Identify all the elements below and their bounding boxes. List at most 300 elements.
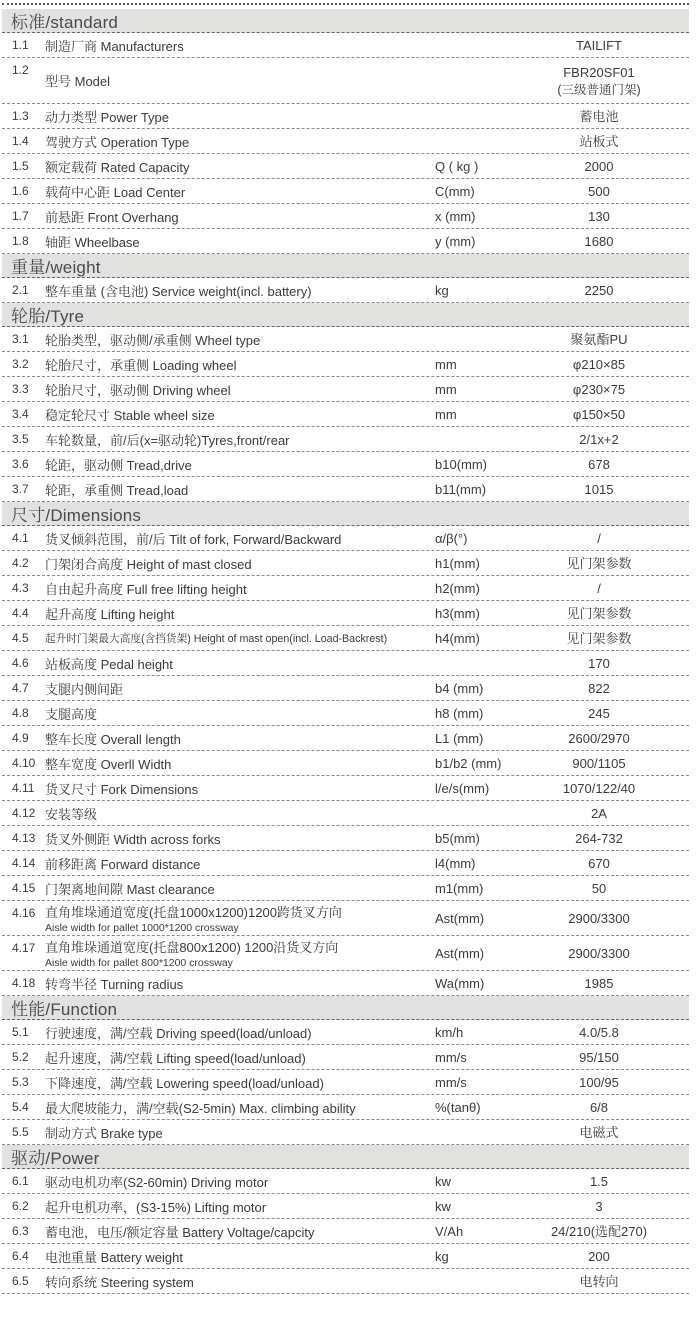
row-label-group bbox=[45, 1048, 435, 1067]
row-value: 1985 bbox=[584, 975, 614, 991]
row-label-group bbox=[45, 1123, 435, 1142]
row-number: 3.7 bbox=[12, 482, 29, 496]
spec-row bbox=[2, 33, 689, 58]
row-value-group bbox=[535, 1075, 689, 1092]
spec-row bbox=[2, 179, 689, 204]
row-value-group bbox=[535, 38, 689, 55]
row-label-group bbox=[45, 704, 435, 723]
row-number: 4.15 bbox=[12, 881, 36, 895]
row-unit: h4(mm) bbox=[435, 630, 480, 646]
row-number: 4.12 bbox=[12, 806, 36, 820]
row-number: 4.17 bbox=[12, 941, 36, 955]
row-label-group bbox=[45, 1073, 435, 1092]
row-unit: km/h bbox=[435, 1024, 464, 1040]
row-unit: b5(mm) bbox=[435, 830, 480, 846]
section-header bbox=[2, 303, 689, 327]
spec-row bbox=[2, 936, 689, 971]
row-label-group bbox=[45, 579, 435, 598]
row-value-group bbox=[535, 881, 689, 898]
row-label-group bbox=[45, 480, 435, 499]
row-number: 4.4 bbox=[12, 606, 29, 620]
row-label: 电池重量 Battery weight bbox=[45, 1249, 183, 1265]
row-label: 整车长度 Overall length bbox=[45, 731, 181, 747]
row-value: 聚氨酯PU bbox=[570, 331, 628, 347]
row-value-group bbox=[535, 856, 689, 873]
row-value-group bbox=[535, 1025, 689, 1042]
row-value: 1070/122/40 bbox=[562, 780, 636, 796]
row-value-group bbox=[535, 706, 689, 723]
row-number: 5.2 bbox=[12, 1050, 29, 1064]
row-number: 1.1 bbox=[12, 38, 29, 52]
row-unit: y (mm) bbox=[435, 233, 476, 249]
row-unit: l/e/s(mm) bbox=[435, 780, 490, 796]
section-header bbox=[2, 996, 689, 1020]
row-label-group bbox=[45, 455, 435, 474]
row-label: 支腿内侧间距 bbox=[45, 681, 124, 697]
row-unit: Q ( kg ) bbox=[435, 158, 479, 174]
row-unit: b10(mm) bbox=[435, 456, 488, 472]
row-label: 转弯半径 Turning radius bbox=[45, 976, 184, 992]
spec-table bbox=[2, 9, 689, 1294]
row-value-group bbox=[535, 1199, 689, 1216]
row-value: 2A bbox=[591, 805, 607, 821]
spec-row bbox=[2, 1120, 689, 1145]
row-unit: h8 (mm) bbox=[435, 705, 484, 721]
row-label-group bbox=[45, 879, 435, 898]
spec-row bbox=[2, 427, 689, 452]
row-value: 822 bbox=[588, 680, 610, 696]
row-value: 170 bbox=[588, 655, 610, 671]
row-value: 95/150 bbox=[579, 1049, 619, 1065]
row-value-group bbox=[535, 209, 689, 226]
row-value: 1680 bbox=[584, 233, 614, 249]
row-value: 见门架参数 bbox=[566, 555, 632, 571]
row-value: 站板式 bbox=[579, 133, 619, 149]
row-unit: mm bbox=[435, 406, 457, 422]
row-value: 见门架参数 bbox=[566, 630, 632, 646]
row-number: 4.11 bbox=[12, 781, 35, 795]
row-value-group bbox=[535, 946, 689, 963]
row-label-group bbox=[45, 779, 435, 798]
spec-row bbox=[2, 1070, 689, 1095]
row-unit: C(mm) bbox=[435, 183, 475, 199]
row-value: 电转向 bbox=[579, 1273, 619, 1289]
row-value-group bbox=[535, 482, 689, 499]
row-value: / bbox=[597, 580, 601, 596]
row-sublabel: Aisle width for pallet 800*1200 crossway bbox=[45, 957, 233, 969]
row-value: FBR20SF01 bbox=[563, 64, 635, 80]
row-unit: kg bbox=[435, 282, 449, 298]
row-label-group bbox=[45, 71, 435, 90]
row-value-group bbox=[535, 606, 689, 623]
row-number: 4.8 bbox=[12, 706, 29, 720]
section-title: 驱动/Power bbox=[11, 1149, 100, 1168]
row-value: 200 bbox=[588, 1248, 610, 1264]
spec-row bbox=[2, 626, 689, 651]
spec-row bbox=[2, 1095, 689, 1120]
row-label-group bbox=[45, 679, 435, 698]
row-unit: Ast(mm) bbox=[435, 910, 485, 926]
row-number: 4.2 bbox=[12, 556, 29, 570]
row-value-group bbox=[535, 357, 689, 374]
row-label-group bbox=[45, 937, 435, 969]
row-label-group bbox=[45, 1222, 435, 1241]
row-label: 轮胎类型，驱动侧/承重侧 Wheel type bbox=[45, 332, 261, 348]
row-value-group bbox=[535, 1224, 689, 1241]
row-value-group bbox=[535, 656, 689, 673]
row-value: 2600/2970 bbox=[568, 730, 630, 746]
row-label-group bbox=[45, 630, 435, 646]
row-value: 2250 bbox=[584, 282, 614, 298]
spec-row bbox=[2, 551, 689, 576]
row-label: 稳定轮尺寸 Stable wheel size bbox=[45, 407, 215, 423]
row-value: / bbox=[597, 530, 601, 546]
section-header bbox=[2, 1145, 689, 1169]
row-label: 蓄电池，电压/额定容量 Battery Voltage/capcity bbox=[45, 1224, 315, 1240]
row-value-group bbox=[535, 556, 689, 573]
spec-row bbox=[2, 452, 689, 477]
row-label: 门架闭合高度 Height of mast closed bbox=[45, 556, 252, 572]
spec-row bbox=[2, 971, 689, 996]
row-value-group bbox=[535, 184, 689, 201]
row-label-group bbox=[45, 182, 435, 201]
row-label-group bbox=[45, 1197, 435, 1216]
row-label: 车轮数量，前/后(x=驱动轮)Tyres,front/rear bbox=[45, 432, 290, 448]
row-number: 6.5 bbox=[12, 1274, 29, 1288]
row-unit: b1/b2 (mm) bbox=[435, 755, 502, 771]
row-value: 电磁式 bbox=[579, 1124, 619, 1140]
row-label: 门架离地间隙 Mast clearance bbox=[45, 881, 215, 897]
row-number: 1.8 bbox=[12, 234, 29, 248]
row-value-group bbox=[535, 382, 689, 399]
row-value-group bbox=[535, 457, 689, 474]
row-number: 4.14 bbox=[12, 856, 36, 870]
row-value-group bbox=[535, 1174, 689, 1191]
spec-row bbox=[2, 826, 689, 851]
spec-row bbox=[2, 701, 689, 726]
row-unit: h2(mm) bbox=[435, 580, 480, 596]
row-label-group bbox=[45, 157, 435, 176]
row-label-group bbox=[45, 1247, 435, 1266]
spec-row bbox=[2, 776, 689, 801]
row-label: 动力类型 Power Type bbox=[45, 109, 170, 125]
spec-row bbox=[2, 1169, 689, 1194]
row-value-group bbox=[535, 159, 689, 176]
row-unit: kw bbox=[435, 1198, 451, 1214]
row-label: 货叉外侧距 Width across forks bbox=[45, 831, 221, 847]
row-label-group bbox=[45, 854, 435, 873]
spec-row bbox=[2, 1045, 689, 1070]
row-label: 前悬距 Front Overhang bbox=[45, 209, 179, 225]
spec-row bbox=[2, 402, 689, 427]
spec-row bbox=[2, 526, 689, 551]
row-unit: V/Ah bbox=[435, 1223, 464, 1239]
row-label-group bbox=[45, 529, 435, 548]
row-unit: x (mm) bbox=[435, 208, 476, 224]
row-unit: mm/s bbox=[435, 1049, 467, 1065]
row-label-group bbox=[45, 1023, 435, 1042]
row-number: 1.2 bbox=[12, 63, 29, 77]
row-number: 4.9 bbox=[12, 731, 29, 745]
row-label: 轮距，承重侧 Tread,load bbox=[45, 482, 189, 498]
row-label: 轴距 Wheelbase bbox=[45, 234, 140, 250]
row-unit: b11(mm) bbox=[435, 481, 487, 497]
spec-row bbox=[2, 1020, 689, 1045]
row-value-group bbox=[535, 531, 689, 548]
row-unit: mm bbox=[435, 381, 457, 397]
row-value: 100/95 bbox=[579, 1074, 619, 1090]
row-label-group bbox=[45, 1172, 435, 1191]
row-value: 130 bbox=[588, 208, 610, 224]
spec-row bbox=[2, 58, 689, 104]
spec-row bbox=[2, 278, 689, 303]
spec-row bbox=[2, 327, 689, 352]
row-value: 1.5 bbox=[589, 1173, 609, 1189]
row-value: φ230×75 bbox=[572, 381, 626, 397]
row-value-group bbox=[535, 1100, 689, 1117]
row-unit: kw bbox=[435, 1173, 451, 1189]
row-label-group bbox=[45, 1098, 435, 1117]
row-label-group bbox=[45, 729, 435, 748]
row-label: 轮胎尺寸，承重侧 Loading wheel bbox=[45, 357, 237, 373]
row-value-group bbox=[535, 1050, 689, 1067]
row-value-group bbox=[535, 65, 689, 98]
row-number: 1.7 bbox=[12, 209, 29, 223]
row-number: 6.2 bbox=[12, 1199, 29, 1213]
row-label-group bbox=[45, 829, 435, 848]
row-unit: Ast(mm) bbox=[435, 945, 485, 961]
spec-row bbox=[2, 726, 689, 751]
spec-row bbox=[2, 801, 689, 826]
row-label-group bbox=[45, 430, 435, 449]
row-label: 货叉尺寸 Fork Dimensions bbox=[45, 781, 199, 797]
row-number: 6.3 bbox=[12, 1224, 29, 1238]
row-label: 下降速度，满/空载 Lowering speed(load/unload) bbox=[45, 1075, 324, 1091]
row-sublabel: Aisle width for pallet 1000*1200 crossway bbox=[45, 922, 239, 934]
row-value: 2/1x+2 bbox=[579, 431, 619, 447]
row-value: 2900/3300 bbox=[568, 910, 630, 926]
spec-row bbox=[2, 104, 689, 129]
row-unit: h1(mm) bbox=[435, 555, 480, 571]
row-label: 型号 Model bbox=[45, 74, 111, 89]
row-unit: L1 (mm) bbox=[435, 730, 484, 746]
row-value: φ150×50 bbox=[572, 406, 626, 422]
row-label-group bbox=[45, 107, 435, 126]
section-title: 重量/weight bbox=[11, 258, 101, 277]
row-value-group bbox=[535, 1274, 689, 1291]
spec-row bbox=[2, 229, 689, 254]
row-label: 制造厂商 Manufacturers bbox=[45, 38, 184, 54]
row-label-group bbox=[45, 281, 435, 300]
row-label: 起升速度，满/空载 Lifting speed(load/unload) bbox=[45, 1050, 306, 1066]
spec-row bbox=[2, 377, 689, 402]
row-value: 6/8 bbox=[589, 1099, 609, 1115]
row-number: 3.6 bbox=[12, 457, 29, 471]
row-label: 直角堆垛通道宽度(托盘1000x1200)1200跨货叉方向 bbox=[45, 905, 342, 920]
row-unit: kg bbox=[435, 1248, 449, 1264]
row-label: 轮距，驱动侧 Tread,drive bbox=[45, 457, 192, 473]
row-label: 起升高度 Lifting height bbox=[45, 606, 175, 622]
spec-row bbox=[2, 1244, 689, 1269]
row-label: 额定载荷 Rated Capacity bbox=[45, 159, 190, 175]
section-title: 轮胎/Tyre bbox=[11, 307, 85, 326]
row-label: 起升时门架最大高度(含挡货架) Height of mast open(incl. Load-Backrest) bbox=[45, 633, 388, 645]
row-label: 自由起升高度 Full free lifting height bbox=[45, 581, 247, 597]
row-unit: mm bbox=[435, 356, 457, 372]
spec-row bbox=[2, 651, 689, 676]
row-number: 4.7 bbox=[12, 681, 29, 695]
row-label-group bbox=[45, 804, 435, 823]
row-label: 前移距离 Forward distance bbox=[45, 856, 201, 872]
row-label: 直角堆垛通道宽度(托盘800x1200) 1200沿货叉方向 bbox=[45, 940, 339, 955]
row-value: TAILIFT bbox=[576, 37, 622, 53]
row-label: 制动方式 Brake type bbox=[45, 1125, 163, 1141]
row-label-group bbox=[45, 232, 435, 251]
spec-row bbox=[2, 576, 689, 601]
row-value-group bbox=[535, 756, 689, 773]
spec-row bbox=[2, 1194, 689, 1219]
section-header bbox=[2, 9, 689, 33]
row-value-group bbox=[535, 681, 689, 698]
spec-row bbox=[2, 154, 689, 179]
row-value-group bbox=[535, 631, 689, 648]
row-label-group bbox=[45, 604, 435, 623]
row-label: 行驶速度，满/空载 Driving speed(load/unload) bbox=[45, 1025, 312, 1041]
row-unit: mm/s bbox=[435, 1074, 467, 1090]
row-value: 4.0/5.8 bbox=[579, 1024, 619, 1040]
row-label-group bbox=[45, 355, 435, 374]
row-value-group bbox=[535, 134, 689, 151]
row-value-group bbox=[535, 911, 689, 928]
row-label: 支腿高度 bbox=[45, 706, 98, 722]
row-number: 3.3 bbox=[12, 382, 29, 396]
section-header bbox=[2, 254, 689, 278]
row-value-group bbox=[535, 283, 689, 300]
spec-row bbox=[2, 1219, 689, 1244]
row-number: 4.18 bbox=[12, 976, 36, 990]
spec-row bbox=[2, 129, 689, 154]
row-value: 678 bbox=[588, 456, 610, 472]
row-number: 5.1 bbox=[12, 1025, 29, 1039]
row-unit: h3(mm) bbox=[435, 605, 480, 621]
row-label: 转向系统 Steering system bbox=[45, 1274, 194, 1290]
spec-row bbox=[2, 851, 689, 876]
row-number: 4.16 bbox=[12, 906, 36, 920]
row-value: 50 bbox=[591, 880, 607, 896]
row-label-group bbox=[45, 974, 435, 993]
row-value-group bbox=[535, 432, 689, 449]
row-label-group bbox=[45, 132, 435, 151]
row-number: 6.4 bbox=[12, 1249, 29, 1263]
spec-row bbox=[2, 901, 689, 936]
row-label: 整车重量 (含电池) Service weight(incl. battery) bbox=[45, 283, 312, 299]
row-number: 5.5 bbox=[12, 1125, 29, 1139]
row-label: 整车宽度 Overll Width bbox=[45, 756, 172, 772]
row-number: 1.6 bbox=[12, 184, 29, 198]
row-label: 驾驶方式 Operation Type bbox=[45, 134, 190, 150]
row-label: 轮胎尺寸，驱动侧 Driving wheel bbox=[45, 382, 231, 398]
spec-row bbox=[2, 751, 689, 776]
section-header bbox=[2, 502, 689, 526]
row-number: 4.13 bbox=[12, 831, 36, 845]
row-number: 3.1 bbox=[12, 332, 29, 346]
row-value: 3 bbox=[595, 1198, 603, 1214]
row-label: 驱动电机功率(S2-60min) Driving motor bbox=[45, 1174, 269, 1190]
row-value: 2000 bbox=[584, 158, 614, 174]
row-label-group bbox=[45, 754, 435, 773]
row-value: 670 bbox=[588, 855, 610, 871]
row-label-group bbox=[45, 405, 435, 424]
row-unit: Wa(mm) bbox=[435, 975, 485, 991]
spec-row bbox=[2, 352, 689, 377]
section-title: 尺寸/Dimensions bbox=[11, 506, 142, 525]
row-value-group bbox=[535, 581, 689, 598]
row-label-group bbox=[45, 1272, 435, 1291]
row-unit: l4(mm) bbox=[435, 855, 476, 871]
row-value-group bbox=[535, 407, 689, 424]
row-number: 4.1 bbox=[12, 531, 29, 545]
row-number: 3.2 bbox=[12, 357, 29, 371]
spec-row bbox=[2, 477, 689, 502]
row-label: 安装等级 bbox=[45, 806, 98, 822]
row-label-group bbox=[45, 654, 435, 673]
row-label-group bbox=[45, 330, 435, 349]
row-value-line2: (三级普通门架) bbox=[557, 82, 641, 97]
row-number: 3.4 bbox=[12, 407, 29, 421]
row-number: 1.3 bbox=[12, 109, 29, 123]
row-value-group bbox=[535, 806, 689, 823]
row-value-group bbox=[535, 109, 689, 126]
row-unit: %(tanθ) bbox=[435, 1099, 481, 1115]
row-value: 1015 bbox=[584, 481, 614, 497]
row-unit: m1(mm) bbox=[435, 880, 484, 896]
section-title: 性能/Function bbox=[11, 1000, 118, 1019]
row-number: 4.5 bbox=[12, 631, 29, 645]
row-value: φ210×85 bbox=[572, 356, 626, 372]
row-label: 站板高度 Pedal height bbox=[45, 656, 173, 672]
row-label: 货叉倾斜范围，前/后 Tilt of fork, Forward/Backward bbox=[45, 531, 342, 547]
row-unit: b4 (mm) bbox=[435, 680, 484, 696]
spec-row bbox=[2, 876, 689, 901]
row-number: 2.1 bbox=[12, 283, 29, 297]
row-value: 蓄电池 bbox=[579, 108, 619, 124]
row-label-group bbox=[45, 36, 435, 55]
row-value: 24/210(选配270) bbox=[550, 1223, 648, 1239]
row-value-group bbox=[535, 234, 689, 251]
row-number: 4.6 bbox=[12, 656, 29, 670]
row-label-group bbox=[45, 554, 435, 573]
row-number: 4.10 bbox=[12, 756, 36, 770]
row-number: 5.3 bbox=[12, 1075, 29, 1089]
row-value: 245 bbox=[588, 705, 610, 721]
row-value-group bbox=[535, 781, 689, 798]
section-title: 标准/standard bbox=[11, 13, 119, 32]
row-label-group bbox=[45, 207, 435, 226]
row-value: 2900/3300 bbox=[568, 945, 630, 961]
row-number: 1.5 bbox=[12, 159, 29, 173]
row-number: 1.4 bbox=[12, 134, 29, 148]
row-value-group bbox=[535, 1125, 689, 1142]
row-number: 5.4 bbox=[12, 1100, 29, 1114]
spec-row bbox=[2, 676, 689, 701]
row-value-group bbox=[535, 831, 689, 848]
row-label: 最大爬坡能力，满/空载(S2-5min) Max. climbing ability bbox=[45, 1100, 356, 1116]
row-label: 起升电机功率，(S3-15%) Lifting motor bbox=[45, 1199, 267, 1215]
spec-row bbox=[2, 1269, 689, 1294]
row-unit: α/β(°) bbox=[435, 530, 468, 546]
row-label-group bbox=[45, 902, 435, 934]
row-value-group bbox=[535, 976, 689, 993]
